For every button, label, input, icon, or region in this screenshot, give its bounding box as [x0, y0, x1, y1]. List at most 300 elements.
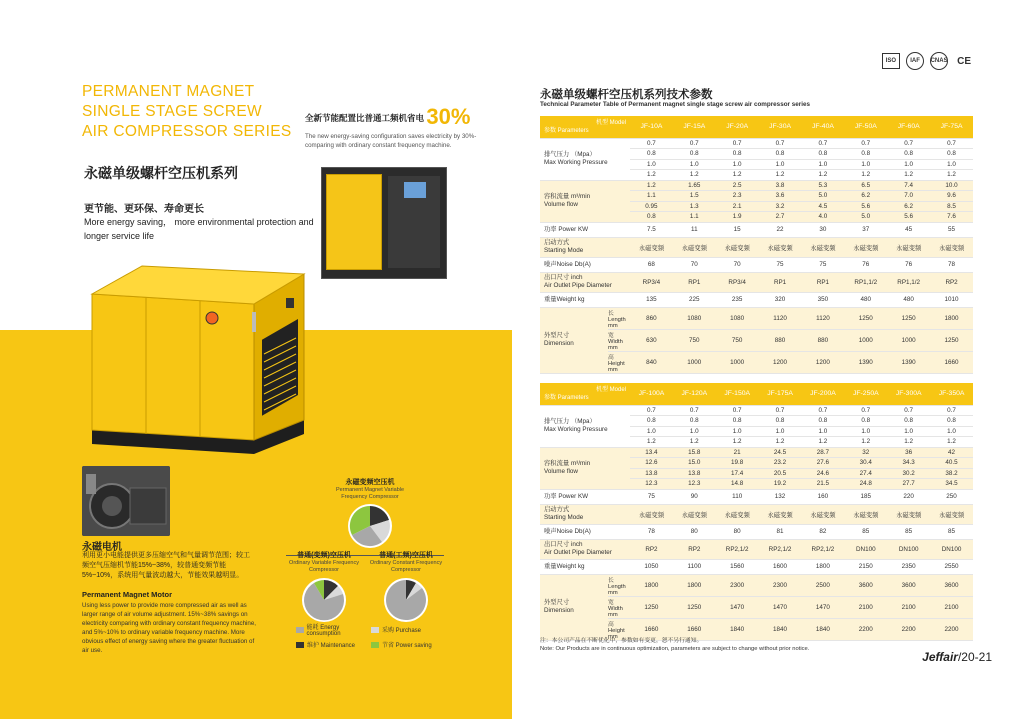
motor-title-english: Permanent Magnet Motor	[82, 590, 173, 599]
series-title-line: PERMANENT MAGNET	[82, 83, 255, 100]
weight-cell: 1050	[630, 559, 673, 574]
model-header: JF-30A	[759, 116, 802, 138]
pressure-cell: 0.8	[844, 416, 887, 427]
flow-cell: 5.6	[887, 212, 930, 223]
dimension-cell: 1000	[673, 351, 716, 373]
pie-top-label-cn: 永磁变频空压机	[345, 479, 395, 486]
pressure-cell: 1.0	[630, 426, 673, 437]
flow-cell: 9.6	[930, 191, 973, 202]
tagline-chinese: 更节能、更环保、寿命更长	[84, 204, 204, 215]
dimension-cell: 1000	[887, 329, 930, 351]
certification-logos	[882, 52, 974, 70]
flow-cell: 7.6	[930, 212, 973, 223]
model-header: JF-175A	[759, 383, 802, 405]
power-cell: 110	[716, 489, 759, 504]
noise-cell: 80	[673, 524, 716, 539]
pressure-cell: 1.0	[844, 159, 887, 170]
power-cell: 75	[630, 489, 673, 504]
table-subtitle: Technical Parameter Table of Permanent magnet single stage screw air compressor series	[540, 101, 810, 108]
footnote-cn: 注：本公司产品在不断优化中，参数如有变更，恕不另行通知。	[540, 638, 703, 644]
flow-cell: 20.5	[759, 468, 802, 479]
dimension-cell: 880	[802, 329, 845, 351]
power-cell: 45	[887, 222, 930, 237]
pressure-cell: 1.0	[930, 159, 973, 170]
start-cell: 永磁变频	[716, 237, 759, 257]
legend-energy: 能耗 Energy consumption	[296, 622, 371, 637]
dimension-cell: 1660	[673, 618, 716, 640]
pressure-cell: 0.8	[887, 149, 930, 160]
dimension-cell: 1250	[673, 596, 716, 618]
flow-cell: 13.4	[630, 447, 673, 458]
pressure-cell: 0.8	[802, 416, 845, 427]
flow-cell: 4.0	[802, 212, 845, 223]
noise-cell: 75	[802, 257, 845, 272]
flow-cell: 10.0	[930, 180, 973, 191]
power-cell: 55	[930, 222, 973, 237]
pressure-cell: 1.2	[716, 437, 759, 448]
dimension-sublabel: 高 Height mm	[608, 351, 630, 373]
dimension-cell: 1840	[802, 618, 845, 640]
noise-cell: 76	[887, 257, 930, 272]
pressure-cell: 0.7	[673, 405, 716, 416]
dimension-cell: 3600	[887, 574, 930, 596]
noise-label: 噪声Noise Db(A)	[540, 257, 630, 272]
outlet-cell: DN100	[844, 539, 887, 559]
dimension-label: 外型尺寸 Dimension	[540, 574, 608, 640]
pressure-cell: 1.0	[673, 159, 716, 170]
weight-cell: 225	[673, 292, 716, 307]
table-row	[540, 138, 973, 149]
dimension-cell: 1200	[802, 351, 845, 373]
pressure-cell: 0.7	[630, 138, 673, 149]
outlet-cell: RP3/4	[630, 272, 673, 292]
footnote-en: Note: Our Products are in continuous optimization, parameters are subject to change without prior notice.	[540, 646, 810, 652]
flow-cell: 1.1	[673, 212, 716, 223]
iaf-logo: IAF	[906, 52, 924, 70]
weight-cell: 2550	[930, 559, 973, 574]
brand-logo: Jeffair	[922, 650, 958, 664]
pressure-label: 排气压力 （Mpa） Max Working Pressure	[540, 405, 630, 447]
pressure-cell: 1.2	[673, 170, 716, 181]
weight-cell: 235	[716, 292, 759, 307]
dimension-cell: 1390	[887, 351, 930, 373]
power-cell: 160	[802, 489, 845, 504]
pie-right-label	[367, 551, 445, 574]
noise-cell: 70	[716, 257, 759, 272]
start-cell: 永磁变频	[802, 504, 845, 524]
series-title-line: AIR COMPRESSOR SERIES	[82, 123, 292, 140]
power-cell: 15	[716, 222, 759, 237]
noise-cell: 76	[844, 257, 887, 272]
dimension-cell: 880	[759, 329, 802, 351]
dimension-cell: 1470	[802, 596, 845, 618]
model-header: JF-15A	[673, 116, 716, 138]
header-param-cell: 机型 Model 参数 Parameters	[540, 383, 630, 405]
flow-cell: 28.7	[802, 447, 845, 458]
ce-logo: CE	[957, 55, 971, 67]
pressure-cell: 1.2	[673, 437, 716, 448]
outlet-cell: RP3/4	[716, 272, 759, 292]
flow-cell: 36	[887, 447, 930, 458]
pressure-cell: 0.7	[930, 405, 973, 416]
saving-description: The new energy-saving configuration saves electricity by 30%- comparing with ordinary constant frequency machine.	[305, 133, 477, 149]
dimension-cell: 2100	[930, 596, 973, 618]
pie-top-label	[325, 478, 415, 501]
flow-cell: 15.0	[673, 458, 716, 469]
flow-cell: 21	[716, 447, 759, 458]
flow-cell: 27.7	[887, 479, 930, 490]
dimension-cell: 1120	[802, 307, 845, 329]
power-cell: 220	[887, 489, 930, 504]
table-row	[540, 237, 973, 257]
dimension-cell: 1250	[887, 307, 930, 329]
flow-cell: 21.5	[802, 479, 845, 490]
flow-cell: 42	[930, 447, 973, 458]
flow-cell: 32	[844, 447, 887, 458]
pressure-cell: 1.0	[930, 426, 973, 437]
dimension-cell: 1840	[759, 618, 802, 640]
pressure-cell: 0.7	[887, 405, 930, 416]
power-cell: 11	[673, 222, 716, 237]
pie-right-label-en: Ordinary Constant Frequency Compressor	[369, 560, 443, 573]
pressure-cell: 0.7	[716, 138, 759, 149]
start-cell: 永磁变频	[930, 504, 973, 524]
pressure-cell: 0.7	[673, 138, 716, 149]
dimension-cell: 1660	[930, 351, 973, 373]
dimension-sublabel: 宽 Width mm	[608, 329, 630, 351]
dimension-cell: 1800	[630, 574, 673, 596]
photo-open-door	[326, 174, 382, 270]
noise-cell: 81	[759, 524, 802, 539]
pressure-cell: 1.0	[887, 426, 930, 437]
flow-cell: 5.3	[802, 180, 845, 191]
table-row	[540, 307, 973, 329]
dimension-cell: 860	[630, 307, 673, 329]
flow-cell: 30.4	[844, 458, 887, 469]
pressure-cell: 1.0	[759, 426, 802, 437]
table-row	[540, 524, 973, 539]
noise-label: 噪声Noise Db(A)	[540, 524, 630, 539]
pressure-cell: 1.0	[759, 159, 802, 170]
series-title-line: SINGLE STAGE SCREW	[82, 103, 262, 120]
pressure-cell: 0.8	[844, 149, 887, 160]
weight-cell: 1010	[930, 292, 973, 307]
flow-cell: 2.5	[716, 180, 759, 191]
pressure-cell: 0.8	[630, 416, 673, 427]
flow-cell: 19.2	[759, 479, 802, 490]
flow-cell: 3.6	[759, 191, 802, 202]
pressure-cell: 0.8	[759, 416, 802, 427]
pressure-cell: 1.2	[759, 170, 802, 181]
flow-cell: 34.3	[887, 458, 930, 469]
weight-cell: 1100	[673, 559, 716, 574]
table-row	[540, 257, 973, 272]
noise-cell: 82	[802, 524, 845, 539]
pressure-cell: 0.8	[716, 149, 759, 160]
pressure-cell: 1.2	[887, 170, 930, 181]
model-header: JF-120A	[673, 383, 716, 405]
pressure-cell: 0.8	[887, 416, 930, 427]
dimension-cell: 750	[716, 329, 759, 351]
table-header-row	[540, 383, 973, 405]
pressure-cell: 0.8	[802, 149, 845, 160]
flow-cell: 23.2	[759, 458, 802, 469]
dimension-cell: 1800	[930, 307, 973, 329]
flow-cell: 1.5	[673, 191, 716, 202]
table-title: 永磁单级螺杆空压机系列技术参数	[540, 89, 713, 101]
flow-cell: 24.8	[844, 479, 887, 490]
outlet-cell: RP2,1/2	[716, 539, 759, 559]
flow-cell: 7.4	[887, 180, 930, 191]
flow-cell: 2.1	[716, 201, 759, 212]
series-title	[82, 82, 292, 142]
dimension-cell: 1120	[759, 307, 802, 329]
dimension-cell: 1000	[844, 329, 887, 351]
weight-cell: 320	[759, 292, 802, 307]
flow-cell: 27.6	[802, 458, 845, 469]
flow-cell: 6.2	[887, 201, 930, 212]
pressure-cell: 0.7	[930, 138, 973, 149]
dimension-cell: 1470	[759, 596, 802, 618]
dimension-cell: 2100	[887, 596, 930, 618]
flow-label: 容积流量 m³/min Volume flow	[540, 447, 630, 489]
noise-cell: 75	[759, 257, 802, 272]
start-cell: 永磁变频	[630, 237, 673, 257]
pressure-cell: 1.0	[802, 159, 845, 170]
motor-description-english: Using less power to provide more compressed air as well as larger range of air volume adjustment. 15%~38% savings on electricity comparing with ordinary constant frequency machine, and 5%~10% to ordinary variable frequency machine. More obvious effect of energy saving where the greater fluctuation of air use.	[82, 602, 257, 654]
power-cell: 250	[930, 489, 973, 504]
spec-table-1	[540, 116, 973, 374]
table-header-row	[540, 116, 973, 138]
pressure-cell: 0.7	[887, 138, 930, 149]
dimension-cell: 750	[673, 329, 716, 351]
legend-maintenance: 维护 Maintenance	[296, 640, 371, 649]
weight-cell: 2150	[844, 559, 887, 574]
dimension-cell: 2200	[844, 618, 887, 640]
dimension-sublabel: 长Length mm	[608, 307, 630, 329]
flow-cell: 5.0	[802, 191, 845, 202]
pressure-cell: 0.7	[802, 138, 845, 149]
dimension-cell: 3600	[844, 574, 887, 596]
pressure-cell: 1.0	[630, 159, 673, 170]
page-numbers: /20-21	[957, 650, 992, 664]
model-header: JF-200A	[802, 383, 845, 405]
power-cell: 30	[802, 222, 845, 237]
flow-cell: 27.4	[844, 468, 887, 479]
flow-label: 容积流量 m³/min Volume flow	[540, 180, 630, 222]
pressure-cell: 1.0	[716, 426, 759, 437]
noise-cell: 78	[630, 524, 673, 539]
outlet-label: 出口尺寸 inch Air Outlet Pipe Diameter	[540, 272, 630, 292]
outlet-cell: RP1	[802, 272, 845, 292]
start-cell: 永磁变频	[759, 237, 802, 257]
flow-cell: 8.5	[930, 201, 973, 212]
flow-cell: 6.5	[844, 180, 887, 191]
model-header: JF-300A	[887, 383, 930, 405]
weight-cell: 2350	[887, 559, 930, 574]
noise-cell: 85	[844, 524, 887, 539]
start-label: 启动方式 Starting Mode	[540, 504, 630, 524]
pressure-cell: 1.0	[673, 426, 716, 437]
iso-logo: ISO	[882, 53, 900, 69]
table-row	[540, 447, 973, 458]
dimension-cell: 1080	[673, 307, 716, 329]
dimension-cell: 1080	[716, 307, 759, 329]
weight-cell: 480	[887, 292, 930, 307]
table-row	[540, 180, 973, 191]
chinese-series-title: 永磁单级螺杆空压机系列	[84, 165, 238, 181]
right-page	[512, 0, 1024, 719]
dimension-cell: 2200	[887, 618, 930, 640]
dimension-cell: 1250	[930, 329, 973, 351]
table-row	[540, 222, 973, 237]
pressure-cell: 1.2	[802, 170, 845, 181]
pie-ordinary-variable	[301, 577, 347, 623]
pressure-label: 排气压力 （Mpa） Max Working Pressure	[540, 138, 630, 180]
pressure-cell: 0.7	[759, 405, 802, 416]
dimension-cell: 2500	[802, 574, 845, 596]
saving-percentage: 30%	[426, 104, 471, 129]
flow-cell: 3.2	[759, 201, 802, 212]
cnas-logo: CNAS	[930, 52, 948, 70]
pressure-cell: 0.8	[930, 416, 973, 427]
noise-cell: 70	[673, 257, 716, 272]
flow-cell: 3.8	[759, 180, 802, 191]
pressure-cell: 0.8	[630, 149, 673, 160]
legend-saving: 节省 Power saving	[371, 640, 446, 649]
pressure-cell: 0.7	[844, 138, 887, 149]
dimension-cell: 1660	[630, 618, 673, 640]
table-row	[540, 292, 973, 307]
pressure-cell: 1.0	[802, 426, 845, 437]
power-cell: 90	[673, 489, 716, 504]
dimension-cell: 840	[630, 351, 673, 373]
flow-cell: 38.2	[930, 468, 973, 479]
dimension-cell: 3600	[930, 574, 973, 596]
start-label: 启动方式 Starting Mode	[540, 237, 630, 257]
noise-cell: 78	[930, 257, 973, 272]
start-cell: 永磁变频	[930, 237, 973, 257]
dimension-cell: 1800	[673, 574, 716, 596]
pressure-cell: 1.2	[802, 437, 845, 448]
saving-headline-text: 全新节能配置比普通工频机省电	[305, 113, 425, 123]
model-header: JF-350A	[930, 383, 973, 405]
power-cell: 132	[759, 489, 802, 504]
power-label: 功率 Power KW	[540, 489, 630, 504]
start-cell: 永磁变频	[673, 504, 716, 524]
table-row	[540, 504, 973, 524]
flow-cell: 13.8	[673, 468, 716, 479]
flow-cell: 5.0	[844, 212, 887, 223]
dimension-cell: 1250	[844, 307, 887, 329]
pie-right-label-cn: 普通(工频)空压机	[379, 552, 433, 559]
outlet-cell: RP2,1/2	[802, 539, 845, 559]
pressure-cell: 1.2	[759, 437, 802, 448]
pressure-cell: 1.2	[844, 170, 887, 181]
pressure-cell: 0.8	[930, 149, 973, 160]
noise-cell: 85	[887, 524, 930, 539]
pressure-cell: 0.7	[759, 138, 802, 149]
flow-cell: 5.6	[844, 201, 887, 212]
model-header: JF-20A	[716, 116, 759, 138]
power-cell: 37	[844, 222, 887, 237]
pressure-cell: 1.0	[716, 159, 759, 170]
flow-cell: 40.5	[930, 458, 973, 469]
pressure-cell: 0.8	[759, 149, 802, 160]
flow-cell: 4.5	[802, 201, 845, 212]
pie-left-label	[285, 551, 363, 574]
flow-cell: 30.2	[887, 468, 930, 479]
dimension-cell: 1840	[716, 618, 759, 640]
pressure-cell: 1.2	[630, 170, 673, 181]
dimension-cell: 1200	[759, 351, 802, 373]
pressure-cell: 1.0	[844, 426, 887, 437]
pie-left-label-cn: 普通(变频)空压机	[297, 552, 351, 559]
outlet-cell: RP2	[673, 539, 716, 559]
flow-cell: 1.65	[673, 180, 716, 191]
power-cell: 7.5	[630, 222, 673, 237]
flow-cell: 1.1	[630, 191, 673, 202]
pie-legend	[296, 622, 446, 652]
compressor-illustration	[78, 258, 318, 468]
dimension-cell: 1390	[844, 351, 887, 373]
tagline-english: More energy saving， more environmental protection and longer service life	[84, 217, 314, 241]
start-cell: 永磁变频	[844, 237, 887, 257]
pressure-cell: 1.2	[930, 170, 973, 181]
dimension-sublabel: 高 Height mm	[608, 618, 630, 640]
table-row	[540, 559, 973, 574]
noise-cell: 68	[630, 257, 673, 272]
brand-page-number	[922, 650, 992, 664]
weight-label: 重量Weight kg	[540, 292, 630, 307]
header-param-cell: 机型 Model 参数 Parameters	[540, 116, 630, 138]
photo-control-panel	[404, 182, 426, 198]
pressure-cell: 0.7	[844, 405, 887, 416]
dimension-sublabel: 宽 Width mm	[608, 596, 630, 618]
weight-cell: 1560	[716, 559, 759, 574]
model-header: JF-75A	[930, 116, 973, 138]
noise-cell: 85	[930, 524, 973, 539]
flow-cell: 17.4	[716, 468, 759, 479]
flow-cell: 13.8	[630, 468, 673, 479]
footnote	[540, 637, 809, 653]
flow-cell: 2.3	[716, 191, 759, 202]
outlet-cell: RP1,1/2	[844, 272, 887, 292]
saving-headline	[305, 104, 495, 130]
outlet-cell: RP2	[930, 272, 973, 292]
start-cell: 永磁变频	[759, 504, 802, 524]
pressure-cell: 0.8	[716, 416, 759, 427]
legend-purchase: 采购 Purchase	[371, 622, 446, 637]
dimension-cell: 2200	[930, 618, 973, 640]
flow-cell: 19.8	[716, 458, 759, 469]
pressure-cell: 0.8	[673, 149, 716, 160]
outlet-cell: RP1,1/2	[887, 272, 930, 292]
flow-cell: 7.0	[887, 191, 930, 202]
power-label: 功率 Power KW	[540, 222, 630, 237]
start-cell: 永磁变频	[844, 504, 887, 524]
flow-cell: 1.2	[630, 180, 673, 191]
outlet-cell: RP1	[759, 272, 802, 292]
weight-cell: 350	[802, 292, 845, 307]
dimension-sublabel: 长Length mm	[608, 574, 630, 596]
flow-cell: 12.6	[630, 458, 673, 469]
pressure-cell: 0.7	[716, 405, 759, 416]
flow-cell: 14.8	[716, 479, 759, 490]
pressure-cell: 1.2	[887, 437, 930, 448]
spec-table-2	[540, 383, 973, 641]
model-header: JF-40A	[802, 116, 845, 138]
